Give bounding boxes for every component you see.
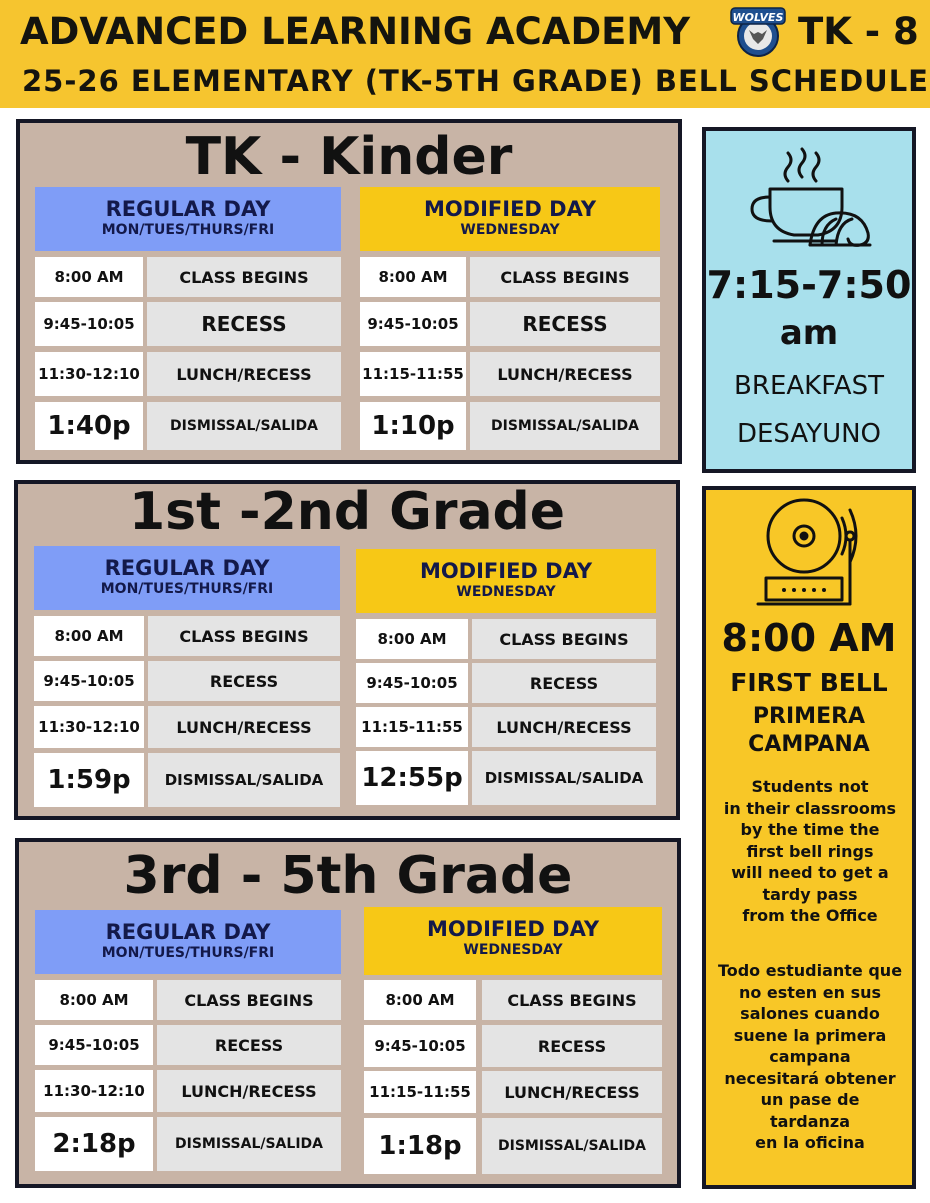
activity-cell: CLASS BEGINS <box>472 619 656 659</box>
header-banner <box>0 0 930 108</box>
time-cell: 1:10p <box>360 402 466 450</box>
modified-days-label: WEDNESDAY <box>456 584 556 600</box>
activity-cell: CLASS BEGINS <box>147 257 341 297</box>
modified-days-label: WEDNESDAY <box>460 222 560 238</box>
regular-day-header <box>35 187 341 251</box>
activity-cell: DISMISSAL/SALIDA <box>148 753 340 807</box>
activity-cell: DISMISSAL/SALIDA <box>470 402 660 450</box>
regular-days-label: MON/TUES/THURS/FRI <box>101 945 275 961</box>
time-cell: 8:00 AM <box>35 257 143 297</box>
time-cell: 8:00 AM <box>364 980 476 1020</box>
activity-cell: DISMISSAL/SALIDA <box>157 1117 341 1171</box>
activity-cell: LUNCH/RECESS <box>147 352 341 396</box>
time-cell: 8:00 AM <box>35 980 153 1020</box>
wolf-logo-icon <box>727 6 789 58</box>
first-bell-title: FIRST BELL <box>730 668 888 697</box>
time-cell: 8:00 AM <box>34 616 144 656</box>
regular-day-column <box>34 546 340 816</box>
time-cell: 8:00 AM <box>360 257 466 297</box>
modified-days-label: WEDNESDAY <box>463 942 563 958</box>
school-name: ADVANCED LEARNING ACADEMY <box>20 10 691 53</box>
activity-cell: CLASS BEGINS <box>470 257 660 297</box>
regular-day-label: REGULAR DAY <box>105 920 271 944</box>
modified-day-column <box>360 187 660 457</box>
activity-cell: LUNCH/RECESS <box>482 1071 662 1113</box>
modified-day-header <box>356 549 656 613</box>
first-bell-time: 8:00 AM <box>721 616 897 660</box>
activity-cell: DISMISSAL/SALIDA <box>472 751 656 805</box>
time-cell: 9:45-10:05 <box>356 663 468 703</box>
activity-cell: DISMISSAL/SALIDA <box>482 1118 662 1174</box>
section-tk-kinder <box>16 119 682 464</box>
activity-cell: DISMISSAL/SALIDA <box>147 402 341 450</box>
school-bell-icon <box>754 494 874 610</box>
breakfast-time: 7:15-7:50 <box>706 263 912 307</box>
section-title: 1st -2nd Grade <box>128 482 566 542</box>
activity-cell: RECESS <box>148 661 340 701</box>
modified-day-column <box>356 549 656 819</box>
regular-days-label: MON/TUES/THURS/FRI <box>101 222 275 238</box>
time-cell: 11:30-12:10 <box>35 1070 153 1112</box>
time-cell: 11:15-11:55 <box>360 352 466 396</box>
time-cell: 9:45-10:05 <box>364 1025 476 1067</box>
section-title: 3rd - 5th Grade <box>123 846 573 906</box>
time-cell: 11:15-11:55 <box>364 1071 476 1113</box>
first-bell-panel <box>702 486 916 1189</box>
section-3rd-5th-grade <box>15 838 681 1188</box>
time-cell: 11:30-12:10 <box>35 352 143 396</box>
activity-cell: CLASS BEGINS <box>482 980 662 1020</box>
time-cell: 9:45-10:05 <box>35 302 143 346</box>
activity-cell: CLASS BEGINS <box>148 616 340 656</box>
schedule-subtitle: 25-26 ELEMENTARY (TK-5TH GRADE) BELL SCHEDULE <box>22 64 929 98</box>
activity-cell: RECESS <box>470 302 660 346</box>
time-cell: 9:45-10:05 <box>360 302 466 346</box>
time-cell: 1:59p <box>34 753 144 807</box>
modified-day-label: MODIFIED DAY <box>426 917 600 941</box>
regular-day-column <box>35 910 341 1182</box>
activity-cell: LUNCH/RECESS <box>470 352 660 396</box>
campana-label: CAMPANA <box>748 732 870 757</box>
activity-cell: RECESS <box>472 663 656 703</box>
tardy-note-es: Todo estudiante que no esten en sus salones cuando suene la primera campana necesitará obtener un pase de tardanza en la oficina <box>717 961 903 1152</box>
modified-day-header <box>364 907 662 975</box>
regular-day-label: REGULAR DAY <box>105 197 271 221</box>
time-cell: 9:45-10:05 <box>34 661 144 701</box>
grade-range: TK - 8 <box>798 10 919 53</box>
coffee-croissant-icon <box>744 145 874 253</box>
breakfast-panel <box>702 127 916 473</box>
activity-cell: RECESS <box>482 1025 662 1067</box>
time-cell: 1:40p <box>35 402 143 450</box>
activity-cell: LUNCH/RECESS <box>148 706 340 748</box>
time-cell: 9:45-10:05 <box>35 1025 153 1065</box>
modified-day-label: MODIFIED DAY <box>423 197 597 221</box>
logo-text: WOLVES <box>732 11 784 24</box>
modified-day-header <box>360 187 660 251</box>
time-cell: 12:55p <box>356 751 468 805</box>
tardy-note-en: Students not in their classrooms by the time the first bell rings will need to get a tardy pass from the Office <box>723 777 897 925</box>
activity-cell: RECESS <box>147 302 341 346</box>
time-cell: 11:30-12:10 <box>34 706 144 748</box>
desayuno-label: DESAYUNO <box>736 419 882 449</box>
time-cell: 2:18p <box>35 1117 153 1171</box>
time-cell: 8:00 AM <box>356 619 468 659</box>
section-1st-2nd-grade <box>14 480 680 820</box>
regular-day-header <box>35 910 341 974</box>
activity-cell: LUNCH/RECESS <box>157 1070 341 1112</box>
regular-day-label: REGULAR DAY <box>104 556 270 580</box>
modified-day-column <box>364 907 662 1179</box>
regular-day-column <box>35 187 341 457</box>
breakfast-ampm: am <box>779 313 839 353</box>
regular-days-label: MON/TUES/THURS/FRI <box>100 581 274 597</box>
time-cell: 1:18p <box>364 1118 476 1174</box>
modified-day-label: MODIFIED DAY <box>419 559 593 583</box>
activity-cell: RECESS <box>157 1025 341 1065</box>
time-cell: 11:15-11:55 <box>356 707 468 747</box>
primera-label: PRIMERA <box>752 704 866 729</box>
section-title: TK - Kinder <box>185 127 513 187</box>
breakfast-label: BREAKFAST <box>734 371 884 401</box>
regular-day-header <box>34 546 340 610</box>
activity-cell: CLASS BEGINS <box>157 980 341 1020</box>
activity-cell: LUNCH/RECESS <box>472 707 656 747</box>
